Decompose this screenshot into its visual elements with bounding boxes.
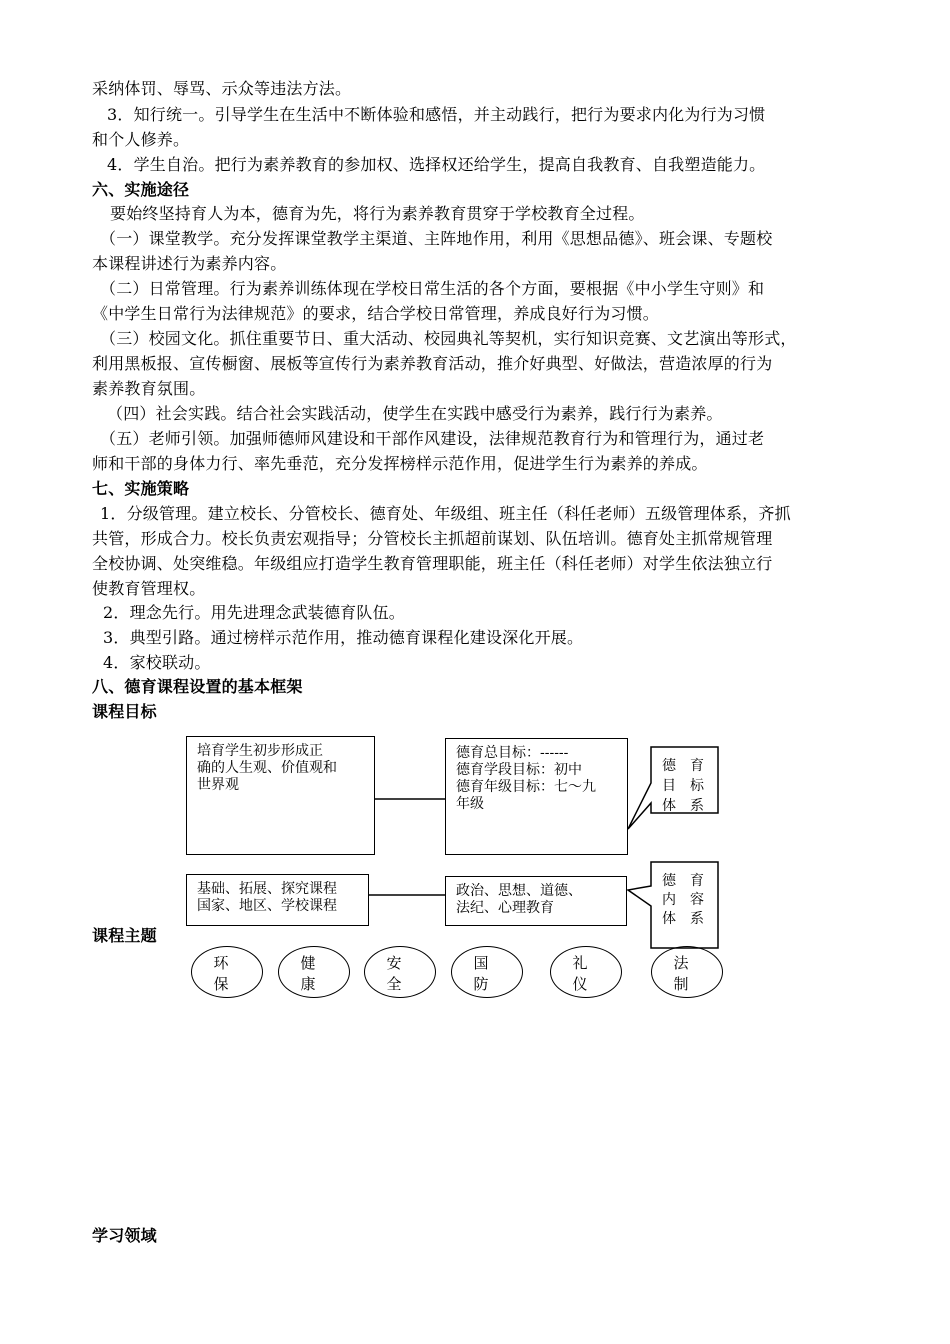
section-heading: 七、实施策略 bbox=[92, 479, 190, 498]
target-box-line: 德育总目标：------ bbox=[456, 745, 569, 761]
goal-callout-line: 体 系 bbox=[662, 798, 704, 814]
paragraph-line: 共管，形成合力。校长负责宏观指导；分管校长主抓超前谋划、队伍培训。德育处主抓常规管理 bbox=[92, 529, 773, 548]
paragraph-line: 使教育管理权。 bbox=[92, 579, 206, 598]
course-box-line: 基础、拓展、探究课程 bbox=[197, 881, 337, 897]
theme-char: 康 bbox=[300, 975, 316, 993]
section-heading: 课程目标 bbox=[92, 702, 157, 721]
paragraph-line: （三）校园文化。抓住重要节日、重大活动、校园典礼等契机，实行知识竞赛、文艺演出等形式， bbox=[100, 329, 797, 348]
theme-char: 礼 bbox=[572, 954, 588, 972]
paragraph-line: 全校协调、处突维稳。年级组应打造学生教育管理职能，班主任（科任老师）对学生依法独立行 bbox=[92, 554, 773, 573]
paragraph-line: 4．学生自治。把行为素养教育的参加权、选择权还给学生，提高自我教育、自我塑造能力。 bbox=[107, 155, 766, 174]
course-box-line: 国家、地区、学校课程 bbox=[197, 898, 337, 914]
paragraph-line: 采纳体罚、辱骂、示众等违法方法。 bbox=[92, 79, 352, 98]
paragraph-line: 2．理念先行。用先进理念武装德育队伍。 bbox=[103, 603, 405, 622]
paragraph-line: （二）日常管理。行为素养训练体现在学校日常生活的各个方面，要根据《中小学生守则》和 bbox=[100, 279, 765, 298]
paragraph-line: （四）社会实践。结合社会实践活动，使学生在实践中感受行为素养，践行行为素养。 bbox=[107, 404, 723, 423]
theme-char: 仪 bbox=[572, 975, 588, 993]
paragraph-line: 3．典型引路。通过榜样示范作用，推动德育课程化建设深化开展。 bbox=[103, 628, 584, 647]
goal-box-line: 世界观 bbox=[197, 777, 239, 793]
section-heading: 八、德育课程设置的基本框架 bbox=[92, 677, 303, 696]
goal-box-line: 确的人生观、价值观和 bbox=[197, 760, 337, 776]
paragraph-line: 4．家校联动。 bbox=[103, 653, 211, 672]
paragraph-line: 1．分级管理。建立校长、分管校长、德育处、年级组、班主任（科任老师）五级管理体系，齐抓 bbox=[100, 504, 791, 523]
goal-box bbox=[186, 736, 375, 855]
paragraph-line: 3．知行统一。引导学生在生活中不断体验和感悟，并主动践行，把行为要求内化为行为习惯 bbox=[107, 105, 766, 124]
theme-oval-environment bbox=[191, 946, 263, 998]
target-box bbox=[445, 738, 628, 855]
paragraph-line: 本课程讲述行为素养内容。 bbox=[92, 254, 287, 273]
theme-char: 安 bbox=[386, 954, 402, 972]
theme-char: 防 bbox=[473, 975, 489, 993]
section-heading: 学习领域 bbox=[92, 1226, 157, 1245]
theme-char: 全 bbox=[386, 975, 402, 993]
section-heading: 课程主题 bbox=[92, 926, 157, 945]
paragraph-line: 素养教育氛围。 bbox=[92, 379, 206, 398]
theme-char: 环 bbox=[213, 954, 229, 972]
course-box bbox=[186, 874, 369, 926]
goal-box-line: 培育学生初步形成正 bbox=[197, 743, 323, 759]
goal-callout-line: 德 育 bbox=[662, 758, 704, 774]
paragraph-line: （五）老师引领。加强师德师风建设和干部作风建设，法律规范教育行为和管理行为，通过老 bbox=[100, 429, 765, 448]
theme-char: 保 bbox=[213, 975, 229, 993]
paragraph-line: （一）课堂教学。充分发挥课堂教学主渠道、主阵地作用，利用《思想品德》、班会课、专题校 bbox=[100, 229, 773, 248]
content-box-line: 法纪、心理教育 bbox=[456, 900, 554, 916]
theme-char: 健 bbox=[300, 954, 316, 972]
theme-oval-defense bbox=[451, 946, 523, 998]
paragraph-line: 《中学生日常行为法律规范》的要求，结合学校日常管理，养成良好行为习惯。 bbox=[92, 304, 660, 323]
content-box-line: 政治、思想、道德、 bbox=[456, 883, 582, 899]
content-callout bbox=[652, 864, 732, 937]
theme-oval-safety bbox=[364, 946, 436, 998]
paragraph-line: 要始终坚持育人为本，德育为先，将行为素养教育贯穿于学校教育全过程。 bbox=[110, 204, 645, 223]
paragraph-line: 利用黑板报、宣传橱窗、展板等宣传行为素养教育活动，推介好典型、好做法，营造浓厚的行为 bbox=[92, 354, 773, 373]
paragraph-line: 和个人修养。 bbox=[92, 130, 190, 149]
theme-oval-law bbox=[651, 946, 723, 998]
theme-oval-etiquette bbox=[550, 946, 622, 998]
content-callout-line: 内 容 bbox=[662, 892, 704, 908]
paragraph-line: 师和干部的身体力行、率先垂范，充分发挥榜样示范作用，促进学生行为素养的养成。 bbox=[92, 454, 708, 473]
theme-char: 法 bbox=[673, 954, 689, 972]
content-box bbox=[445, 876, 627, 926]
theme-char: 国 bbox=[473, 954, 489, 972]
target-box-line: 年级 bbox=[456, 796, 484, 812]
theme-char: 制 bbox=[673, 975, 689, 993]
section-heading: 六、实施途径 bbox=[92, 180, 190, 199]
theme-oval-health bbox=[278, 946, 350, 998]
target-box-line: 德育学段目标：初中 bbox=[456, 762, 582, 778]
target-box-line: 德育年级目标：七～九 bbox=[456, 779, 596, 795]
content-callout-line: 体 系 bbox=[662, 911, 704, 927]
content-callout-line: 德 育 bbox=[662, 873, 704, 889]
goal-callout-line: 目 标 bbox=[662, 778, 704, 794]
goal-callout bbox=[652, 748, 732, 824]
